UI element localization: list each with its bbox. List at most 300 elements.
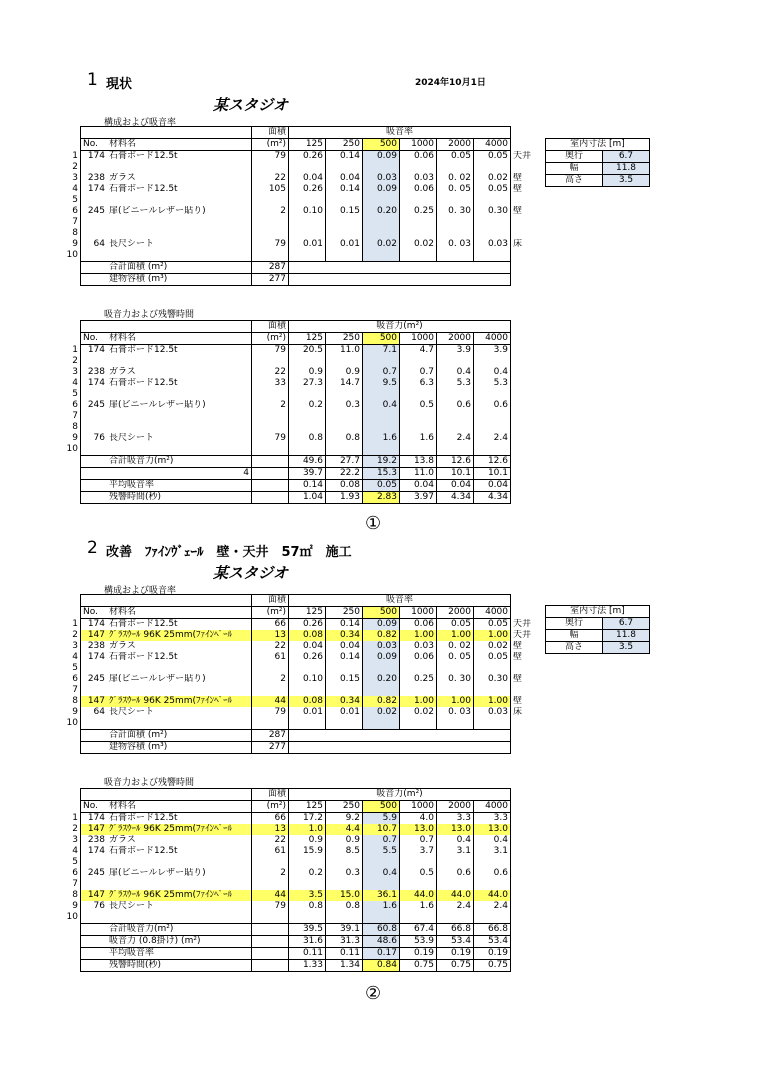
- area-header: 面積: [252, 127, 289, 139]
- row-number: 4: [72, 652, 78, 662]
- freq-value: 0.08: [289, 630, 326, 641]
- surface-label: [511, 718, 538, 730]
- area-unit-header: (m²): [252, 333, 289, 345]
- freq-header: 1000: [400, 607, 437, 619]
- freq-value: 0.9: [289, 835, 326, 846]
- freq-header: 4000: [474, 607, 511, 619]
- freq-value: [363, 422, 400, 433]
- row-number: 9: [72, 239, 78, 249]
- freq-value: 17.2: [289, 813, 326, 825]
- material-area: 44: [252, 696, 289, 707]
- material-name: [107, 879, 252, 890]
- adjusted-power-value: 11.0: [400, 468, 437, 480]
- freq-value: [326, 217, 363, 228]
- freq-value: 0. 03: [437, 239, 474, 250]
- freq-header: 500: [363, 801, 400, 813]
- freq-value: 0.26: [289, 619, 326, 631]
- freq-value: [289, 411, 326, 422]
- material-area: 2: [252, 674, 289, 685]
- dim-label: 奥行: [546, 151, 603, 163]
- freq-header: 4000: [474, 333, 511, 345]
- freq-value: [289, 857, 326, 868]
- row-number: 8: [72, 228, 78, 238]
- freq-value: [326, 685, 363, 696]
- total-power-value: 27.7: [326, 456, 363, 468]
- freq-value: 0.4: [437, 835, 474, 846]
- material-id: [81, 356, 108, 367]
- freq-value: 0.2: [289, 868, 326, 879]
- power-08-area: [252, 936, 289, 948]
- material-area: 79: [252, 901, 289, 912]
- material-area: [252, 389, 289, 400]
- freq-value: 0.03: [474, 707, 511, 718]
- freq-value: [289, 718, 326, 730]
- freq-value: 0.05: [437, 619, 474, 631]
- material-header: 材料名: [107, 607, 252, 619]
- no-header: No.: [81, 333, 108, 345]
- absorb-heading-1: 吸音力および残響時間: [104, 310, 195, 320]
- avg-coef-value: 0.19: [474, 948, 511, 960]
- freq-value: [437, 356, 474, 367]
- table-row: [62, 707, 537, 718]
- freq-value: 1.00: [400, 630, 437, 641]
- table-row: [62, 400, 511, 411]
- no-header: No.: [81, 139, 108, 151]
- row-number: 5: [72, 663, 78, 673]
- freq-value: 0.05: [474, 652, 511, 663]
- table-row: [62, 378, 511, 389]
- total-area-value: 287: [252, 730, 289, 742]
- avg-coef-value: 0.19: [400, 948, 437, 960]
- surface-label: 壁: [513, 184, 523, 194]
- table-row: [62, 411, 511, 422]
- material-name: ガラス: [109, 641, 136, 651]
- freq-value: 0.06: [400, 184, 437, 195]
- freq-value: 10.7: [363, 824, 400, 835]
- freq-value: [474, 195, 511, 206]
- freq-value: [363, 663, 400, 674]
- avg-coef-value: 0.04: [437, 480, 474, 492]
- freq-value: 0. 02: [437, 641, 474, 652]
- material-id: 147: [81, 890, 108, 901]
- table-row: [62, 389, 511, 400]
- freq-value: 13.0: [474, 824, 511, 835]
- surface-label: [511, 162, 538, 173]
- reverb-time-value: 2.83: [363, 492, 400, 504]
- total-power-value: 66.8: [437, 924, 474, 936]
- dim-label: 高さ: [546, 642, 603, 654]
- material-name: ガラス: [109, 367, 136, 377]
- freq-value: 0.6: [437, 400, 474, 411]
- surface-label: 壁: [513, 206, 523, 216]
- freq-value: [400, 411, 437, 422]
- freq-value: 0.82: [363, 696, 400, 707]
- surface-label: 壁: [513, 674, 523, 684]
- table-row: [62, 422, 511, 433]
- material-area: [252, 444, 289, 456]
- freq-value: 0.82: [363, 630, 400, 641]
- freq-value: 0.26: [289, 652, 326, 663]
- freq-value: 3.9: [437, 345, 474, 357]
- table-row: [62, 824, 511, 835]
- freq-value: 0.4: [363, 868, 400, 879]
- freq-value: 0.14: [326, 184, 363, 195]
- row-number: 4: [72, 378, 78, 388]
- freq-value: 5.5: [363, 846, 400, 857]
- freq-value: [400, 422, 437, 433]
- freq-value: [400, 912, 437, 924]
- material-id: [81, 217, 108, 228]
- row-number: 2: [72, 356, 78, 366]
- adjusted-power-value: 10.1: [437, 468, 474, 480]
- freq-value: [326, 389, 363, 400]
- freq-value: 0.30: [474, 206, 511, 217]
- material-name: 扉(ビニールレザー貼り): [109, 400, 206, 410]
- table-row: [62, 674, 537, 685]
- avg-coef-label: 平均吸音率: [107, 480, 252, 492]
- power-08-value: 31.3: [326, 936, 363, 948]
- material-area: 66: [252, 813, 289, 825]
- freq-value: [289, 228, 326, 239]
- dim-value: 11.8: [603, 163, 650, 175]
- material-id: 147: [81, 630, 108, 641]
- table-row: [62, 217, 537, 228]
- material-area: [252, 663, 289, 674]
- row-number: 7: [72, 411, 78, 421]
- freq-value: [474, 217, 511, 228]
- freq-value: 1.6: [400, 901, 437, 912]
- freq-header: 500: [363, 333, 400, 345]
- material-area: 13: [252, 630, 289, 641]
- power-08-value: 31.6: [289, 936, 326, 948]
- surface-label: 天井: [513, 150, 532, 161]
- freq-value: 0.09: [363, 652, 400, 663]
- table-row: [62, 663, 537, 674]
- freq-header: 250: [326, 139, 363, 151]
- freq-value: [400, 250, 437, 262]
- adjusted-power-area: [252, 468, 289, 480]
- row-number: 9: [72, 433, 78, 443]
- surface-label: [511, 663, 538, 674]
- freq-header: 1000: [400, 139, 437, 151]
- row-number: 5: [72, 857, 78, 867]
- comp-heading-2: 構成および吸音率: [104, 586, 177, 596]
- freq-value: 13.0: [400, 824, 437, 835]
- freq-value: [400, 663, 437, 674]
- avg-coef-value: 0.04: [474, 480, 511, 492]
- freq-value: [437, 912, 474, 924]
- row-number: 9: [72, 901, 78, 911]
- total-power-area: [252, 924, 289, 936]
- freq-value: [437, 718, 474, 730]
- material-name: ｸﾞﾗｽｳｰﾙ 96K 25mm(ﾌｧｲﾝﾍﾞｰﾙ: [107, 630, 252, 641]
- freq-value: [400, 718, 437, 730]
- table-row: [62, 619, 537, 631]
- freq-value: 1.0: [289, 824, 326, 835]
- table-row: [62, 901, 511, 912]
- material-area: 22: [252, 367, 289, 378]
- freq-value: 0.03: [400, 641, 437, 652]
- material-name: 石膏ボード12.5t: [107, 619, 252, 631]
- freq-value: [400, 195, 437, 206]
- total-power-value: 67.4: [400, 924, 437, 936]
- row-number: 6: [72, 400, 78, 410]
- freq-value: 0.5: [400, 400, 437, 411]
- freq-value: 0.03: [400, 173, 437, 184]
- material-area: 44: [252, 890, 289, 901]
- row-number: 6: [72, 206, 78, 216]
- material-id: 147: [81, 696, 108, 707]
- material-header: 材料名: [107, 139, 252, 151]
- freq-value: 0.9: [326, 367, 363, 378]
- freq-value: [400, 444, 437, 456]
- freq-value: 5.3: [474, 378, 511, 389]
- material-id: [81, 228, 108, 239]
- surface-label: 床: [513, 707, 523, 717]
- freq-value: [363, 444, 400, 456]
- material-name: [107, 422, 252, 433]
- row-number: 1: [72, 344, 78, 355]
- freq-value: [363, 217, 400, 228]
- studio-name-2: 某スタジオ: [213, 564, 289, 582]
- material-area: [252, 250, 289, 262]
- section-1-title: 現状: [106, 77, 133, 92]
- material-name: [107, 663, 252, 674]
- table-row: [62, 444, 511, 456]
- row-number: 9: [72, 707, 78, 717]
- material-name: [107, 250, 252, 262]
- reverb-time-value: 1.34: [326, 960, 363, 972]
- material-area: [252, 685, 289, 696]
- section-1-number: 1: [87, 70, 98, 90]
- row-number: 8: [72, 890, 78, 900]
- row-number: 10: [66, 250, 78, 261]
- row-number: 3: [72, 173, 78, 183]
- section-2-title: 改善 ﾌｧｲﾝｳﾞｪｰﾙ 壁・天井 57㎡ 施工: [106, 545, 352, 560]
- freq-value: 0.02: [474, 173, 511, 184]
- area-unit-header: (m²): [252, 607, 289, 619]
- freq-value: 0.09: [363, 619, 400, 631]
- freq-value: 0.09: [363, 184, 400, 195]
- freq-value: [363, 857, 400, 868]
- freq-value: 44.0: [437, 890, 474, 901]
- total-power-label: 合計吸音力(m²): [107, 924, 252, 936]
- material-id: 238: [81, 641, 108, 652]
- table-row: [62, 250, 537, 262]
- freq-value: 0.01: [326, 239, 363, 250]
- avg-coef-value: 0.11: [326, 948, 363, 960]
- freq-header: 4000: [474, 801, 511, 813]
- material-id: [81, 250, 108, 262]
- freq-value: [289, 250, 326, 262]
- freq-value: [437, 444, 474, 456]
- surface-label: 壁: [513, 173, 523, 183]
- freq-header: 125: [289, 333, 326, 345]
- table-row: [62, 718, 537, 730]
- freq-value: [289, 162, 326, 173]
- power-08-label: 吸音力 (0.8掛け) (m²): [107, 936, 252, 948]
- material-area: 2: [252, 400, 289, 411]
- freq-value: 0.02: [400, 707, 437, 718]
- freq-value: [437, 195, 474, 206]
- table-row: [62, 696, 537, 707]
- freq-value: 0.06: [400, 652, 437, 663]
- studio-name-1: 某スタジオ: [213, 96, 289, 114]
- row-number: 2: [72, 162, 78, 172]
- freq-value: 0.04: [326, 641, 363, 652]
- freq-header: 250: [326, 333, 363, 345]
- material-id: 174: [81, 846, 108, 857]
- surface-label: 天井: [513, 618, 532, 629]
- freq-header: 125: [289, 139, 326, 151]
- material-name: 石膏ボード12.5t: [109, 378, 178, 388]
- dim-label: 奥行: [546, 618, 603, 630]
- total-power-value: 60.8: [363, 924, 400, 936]
- material-area: 79: [252, 433, 289, 444]
- freq-value: 0.34: [326, 630, 363, 641]
- freq-value: 0.30: [474, 674, 511, 685]
- dim-value: 11.8: [603, 630, 650, 642]
- dim-value: 6.7: [603, 618, 650, 630]
- freq-value: 5.9: [363, 813, 400, 825]
- avg-coef-value: 0.04: [400, 480, 437, 492]
- material-area: [252, 228, 289, 239]
- material-area: [252, 217, 289, 228]
- no-header: No.: [81, 801, 108, 813]
- freq-value: 4.0: [400, 813, 437, 825]
- freq-value: [289, 685, 326, 696]
- freq-value: [400, 217, 437, 228]
- dim-label: 幅: [546, 630, 603, 642]
- freq-value: 0.9: [289, 367, 326, 378]
- freq-value: [326, 162, 363, 173]
- freq-value: [363, 718, 400, 730]
- material-id: 64: [81, 239, 108, 250]
- freq-value: 0.3: [326, 868, 363, 879]
- freq-value: 0. 03: [437, 707, 474, 718]
- table-row: [62, 912, 511, 924]
- freq-value: [437, 663, 474, 674]
- table-row: [62, 345, 511, 357]
- freq-header: 250: [326, 607, 363, 619]
- freq-value: 0.05: [437, 151, 474, 163]
- row-number: 10: [66, 718, 78, 729]
- material-name: 石膏ボード12.5t: [107, 151, 252, 163]
- freq-value: 0.04: [289, 641, 326, 652]
- material-header: 材料名: [107, 801, 252, 813]
- material-name: [107, 356, 252, 367]
- freq-value: [474, 411, 511, 422]
- table-row: [62, 433, 511, 444]
- table-row: [62, 641, 537, 652]
- table-row: [62, 195, 537, 206]
- freq-value: 0.20: [363, 674, 400, 685]
- freq-value: 1.00: [474, 696, 511, 707]
- material-area: 22: [252, 641, 289, 652]
- material-id: [81, 912, 108, 924]
- material-id: 174: [81, 652, 108, 663]
- freq-value: 0.10: [289, 674, 326, 685]
- freq-value: 0.01: [289, 707, 326, 718]
- freq-value: [363, 195, 400, 206]
- row-number: 4: [72, 184, 78, 194]
- freq-value: 0. 02: [437, 173, 474, 184]
- circle-marker-1: ①: [365, 513, 382, 534]
- freq-value: 0. 05: [437, 184, 474, 195]
- row-number: 8: [72, 696, 78, 706]
- material-name: ガラス: [109, 835, 136, 845]
- row-number: 6: [72, 868, 78, 878]
- adjusted-power-value: 15.3: [363, 468, 400, 480]
- freq-group-header: 吸音力(m²): [289, 321, 511, 333]
- reverb-time-label: 残響時間(秒): [107, 492, 252, 504]
- power-08-value: 53.4: [474, 936, 511, 948]
- material-area: [252, 411, 289, 422]
- dim-value: 3.5: [603, 175, 650, 187]
- freq-value: 1.00: [400, 696, 437, 707]
- surface-label: [511, 217, 538, 228]
- material-name: ガラス: [109, 173, 136, 183]
- freq-value: [400, 685, 437, 696]
- material-id: 174: [81, 184, 108, 195]
- comp-table-2: [62, 594, 537, 754]
- material-area: [252, 422, 289, 433]
- freq-value: 9.5: [363, 378, 400, 389]
- material-name: 石膏ボード12.5t: [109, 846, 178, 856]
- material-area: 79: [252, 239, 289, 250]
- freq-value: [326, 356, 363, 367]
- surface-label: 壁: [513, 696, 523, 706]
- freq-value: 0.08: [289, 696, 326, 707]
- freq-value: [474, 444, 511, 456]
- material-name: [107, 444, 252, 456]
- reverb-time-value: 1.04: [289, 492, 326, 504]
- surface-label: [511, 685, 538, 696]
- freq-value: 0.4: [474, 835, 511, 846]
- dim-value: 6.7: [603, 151, 650, 163]
- material-id: [81, 162, 108, 173]
- absorb-heading-2: 吸音力および残響時間: [104, 778, 195, 788]
- freq-value: [474, 685, 511, 696]
- material-id: [81, 422, 108, 433]
- freq-header: 2000: [437, 333, 474, 345]
- freq-value: [437, 250, 474, 262]
- freq-value: 0.06: [400, 151, 437, 163]
- freq-value: 1.6: [363, 433, 400, 444]
- freq-value: 7.1: [363, 345, 400, 357]
- adjusted-power-label: 4: [107, 468, 252, 480]
- material-name: 扉(ビニールレザー貼り): [109, 868, 206, 878]
- freq-header: 125: [289, 607, 326, 619]
- freq-value: 0.7: [400, 367, 437, 378]
- freq-value: [437, 411, 474, 422]
- material-header: 材料名: [107, 333, 252, 345]
- total-power-value: 39.5: [289, 924, 326, 936]
- absorb-table-2: [62, 788, 511, 972]
- adjusted-power-value: 22.2: [326, 468, 363, 480]
- freq-value: 2.4: [474, 901, 511, 912]
- reverb-time-value: 3.97: [400, 492, 437, 504]
- power-08-value: 53.9: [400, 936, 437, 948]
- freq-value: 0.01: [289, 239, 326, 250]
- freq-value: 0.04: [326, 173, 363, 184]
- freq-value: 0.34: [326, 696, 363, 707]
- freq-value: [363, 912, 400, 924]
- volume-value: 277: [252, 274, 289, 286]
- freq-value: 11.0: [326, 345, 363, 357]
- row-number: 10: [66, 444, 78, 455]
- table-row: [62, 162, 537, 173]
